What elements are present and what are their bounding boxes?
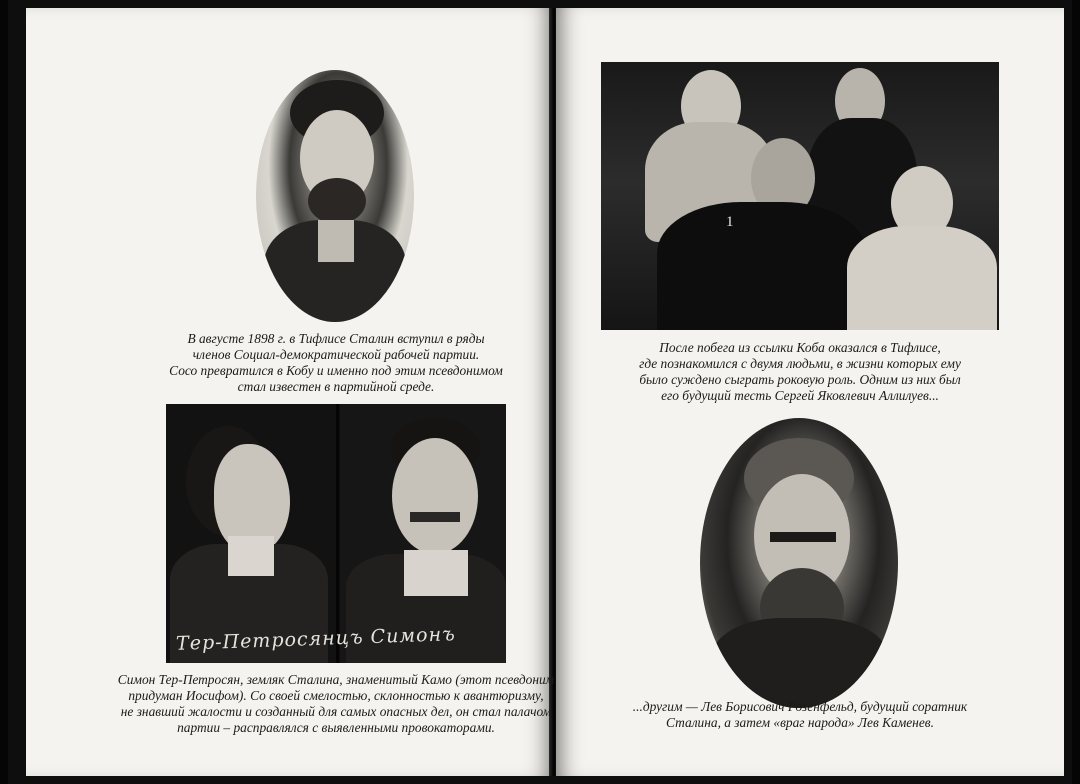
group-photo-alliluev — [601, 62, 999, 330]
right-dark-edge — [1072, 0, 1080, 784]
portrait-young-stalin-photo — [256, 70, 414, 322]
group-photo-marker: 1 — [726, 214, 734, 230]
portrait-kamenev-photo — [700, 418, 898, 708]
caption-ter-petrosyan: Симон Тер-Петросян, земляк Сталина, знаменитый Камо (этот псевдоним придуман Иосифом). Со своей смелостью, склонностью к авантюризму, не знавший жалости и созданный для самых опасных дел, он стал палачом партии – расправлялся с выявленными провокаторами. — [117, 672, 555, 735]
caption-kamenev: ...другим — Лев Борисович Розенфельд, будущий соратник Сталина, а затем «враг народа» Лев Каменев. — [632, 699, 968, 730]
left-dark-edge — [0, 0, 8, 784]
caption-young-stalin: В августе 1898 г. в Тифлисе Сталин вступил в ряды членов Социал-демократической рабочей партии. Сосо превратился в Кобу и именно под этим псевдонимом стал известен в партийной среде. — [169, 331, 503, 394]
caption-alliluev: После побега из ссылки Коба оказался в Тифлисе, где познакомился с двумя людьми, в жизни которых ему было суждено сыграть роковую роль. Одним из них был его будущий тесть Сергей Яковлевич Аллилуев... — [639, 340, 961, 403]
mugshot-signature: Тер-Петросянцъ Симонъ — [175, 623, 457, 655]
